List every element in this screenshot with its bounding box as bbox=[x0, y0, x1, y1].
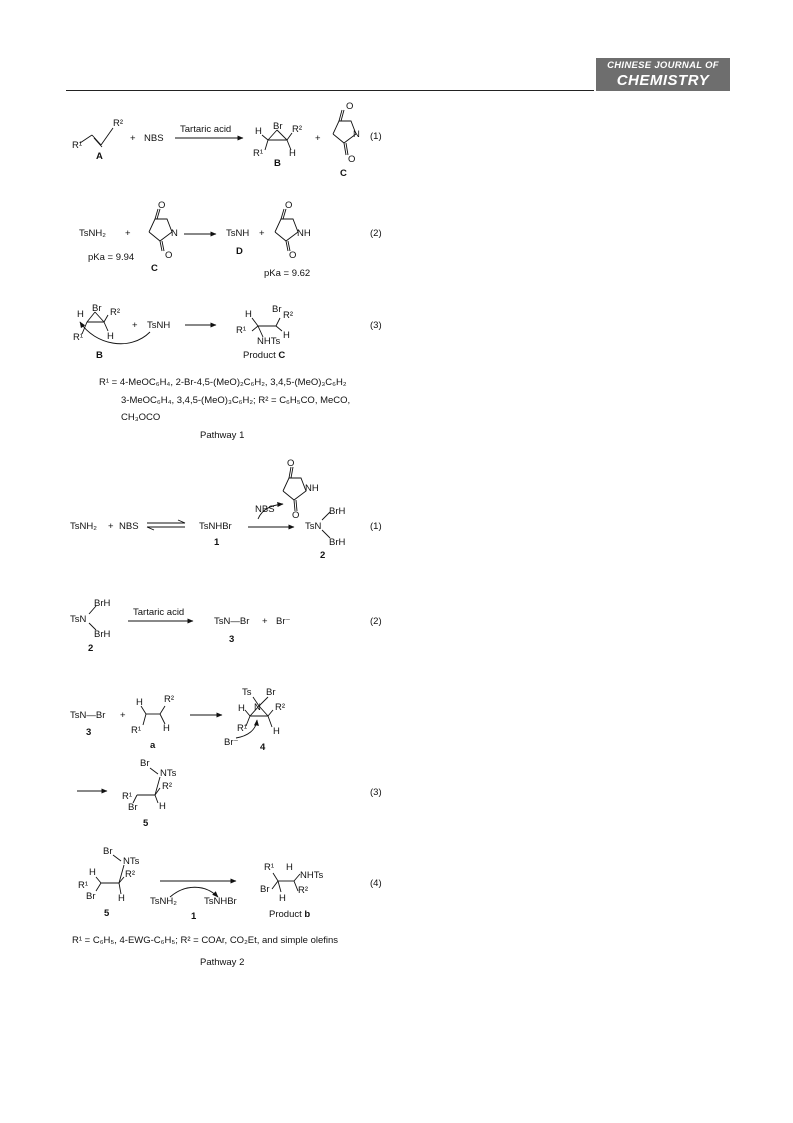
p1-eq1-label-c: C bbox=[340, 168, 347, 179]
p1-eq3-r1: R¹ bbox=[73, 332, 84, 343]
p2-eq2-brh2: BrH bbox=[94, 629, 111, 640]
p2-eq3a-olefin-r1: R¹ bbox=[131, 725, 142, 736]
p1-eq2-plus1: + bbox=[125, 228, 131, 239]
p2-eq3a-az-h2: H bbox=[273, 726, 280, 737]
p1-eq3-product-label bbox=[243, 350, 285, 361]
p1-eq3-product-bonds bbox=[252, 318, 282, 337]
p2-eq3a-reactant: TsN—Br bbox=[70, 710, 106, 721]
p2-eq3a-az-br: Br bbox=[266, 687, 276, 698]
p2-eq3a-label-3: 3 bbox=[86, 727, 92, 738]
p1-eq2-succ-o1: O bbox=[158, 200, 166, 211]
p2-eq1-succinimide-ring bbox=[283, 467, 306, 511]
p2-eq3b-br: Br bbox=[140, 758, 150, 769]
p2-eq3b-product-bonds bbox=[133, 768, 160, 803]
p2-eq4-prod-h2: H bbox=[279, 893, 286, 904]
p2-eq4-label-5: 5 bbox=[104, 908, 110, 919]
p2-eq3b-h: H bbox=[159, 801, 166, 812]
p2-eq4-prod-r2: R² bbox=[298, 885, 309, 896]
p2-eq3b-nts: NTs bbox=[160, 768, 177, 779]
p2-eq2-tsn: TsN bbox=[70, 614, 87, 625]
p1-eq3-prod-h: H bbox=[245, 309, 252, 320]
p1-eq1-inter-r2: R² bbox=[292, 124, 303, 135]
p2-eq2-arrow-label: Tartaric acid bbox=[133, 607, 185, 618]
p2-eq2-number: (2) bbox=[370, 616, 382, 627]
p1-substituents-line2: 3-MeOC₆H₄, 3,4,5-(MeO)₃C₆H₂; R² = C₆H₅CO, MeCO, bbox=[121, 395, 351, 406]
p2-eq4-label-1: 1 bbox=[191, 911, 197, 922]
p1-eq1-number: (1) bbox=[370, 131, 382, 142]
p1-eq3-nucleophile: TsNH bbox=[147, 320, 171, 331]
p1-eq2-label-c: C bbox=[151, 263, 158, 274]
p2-eq3b-number: (3) bbox=[370, 787, 382, 798]
p1-eq3-prod-r1: R¹ bbox=[236, 325, 247, 336]
p1-eq1-plus2: + bbox=[315, 133, 321, 144]
p1-eq1-label-a: A bbox=[96, 151, 103, 162]
p1-eq1-arrow-label: Tartaric acid bbox=[180, 124, 232, 135]
p1-eq2-succ2-nh: NH bbox=[297, 228, 311, 239]
p2-eq3b-r2: R² bbox=[162, 781, 173, 792]
p1-eq2-number: (2) bbox=[370, 228, 382, 239]
p1-eq1-inter-h2: H bbox=[289, 148, 296, 159]
p1-eq3-product-letter: C bbox=[278, 350, 286, 361]
p1-eq1-inter-r1: R¹ bbox=[253, 148, 264, 159]
p2-eq4-prod-r1: R¹ bbox=[264, 862, 275, 873]
p2-eq1-succ-o2: O bbox=[292, 510, 300, 521]
p2-substituents: R¹ = C₆H₅, 4-EWG-C₆H₅; R² = COAr, CO₂Et, and simple olefins bbox=[72, 935, 339, 946]
p2-eq3a-label-4: 4 bbox=[260, 742, 266, 753]
p1-eq3-product-word: Product bbox=[243, 350, 276, 361]
p2-eq4-r1: R¹ bbox=[78, 880, 89, 891]
p2-eq1-nbs: NBS bbox=[119, 521, 139, 532]
p2-eq4-product-letter: b bbox=[304, 909, 311, 920]
journal-logo-line1: CHINESE JOURNAL OF bbox=[607, 60, 719, 71]
p2-eq3a-olefin-r2: R² bbox=[164, 694, 175, 705]
p1-eq2-succ-o2: O bbox=[165, 250, 173, 261]
p2-eq1-prod-brh1: BrH bbox=[329, 506, 346, 517]
p1-caption: Pathway 1 bbox=[200, 430, 245, 441]
p2-eq4-h1: H bbox=[89, 867, 96, 878]
p1-eq1-succ-n: N bbox=[353, 129, 360, 140]
p1-eq2-succ-n: N bbox=[171, 228, 178, 239]
p2-eq4-number: (4) bbox=[370, 878, 382, 889]
p2-eq4-nts: NTs bbox=[123, 856, 140, 867]
p1-eq2-plus2: + bbox=[259, 228, 265, 239]
p1-eq1-plus1: + bbox=[130, 133, 136, 144]
p2-eq2-bromide: Br⁻ bbox=[276, 616, 291, 627]
p2-eq3b-r1: R¹ bbox=[122, 791, 133, 802]
p1-eq3-label-b: B bbox=[96, 350, 103, 361]
p1-eq3-r2: R² bbox=[110, 307, 121, 318]
p1-substituents-line3: CH₃OCO bbox=[121, 412, 161, 423]
p1-eq2-succinimide-ring bbox=[149, 209, 172, 251]
p2-eq4-prod-br: Br bbox=[260, 884, 270, 895]
p2-eq2-brh1: BrH bbox=[94, 598, 111, 609]
p2-eq4-prod-nhts: NHTs bbox=[300, 870, 324, 881]
p1-eq1-succ-o1: O bbox=[346, 101, 354, 112]
p1-eq2-succ2-o1: O bbox=[285, 200, 293, 211]
p2-eq3a-az-ts: Ts bbox=[242, 687, 252, 698]
p2-eq4-reactant-bonds bbox=[96, 855, 124, 894]
p2-eq3a-label-a: a bbox=[150, 740, 156, 751]
p1-substituents-line1: R¹ = 4-MeOC₆H₄, 2-Br-4,5-(MeO)₂C₆H₂, 3,4,5-(MeO)₃C₆H₂ bbox=[99, 377, 347, 388]
p2-eq4-br2: Br bbox=[86, 891, 96, 902]
p2-eq3a-olefin-h2: H bbox=[163, 723, 170, 734]
p2-eq3a-az-n: N bbox=[254, 702, 261, 713]
p2-eq2-reactant-bonds bbox=[89, 606, 96, 630]
p1-eq2-label-d: D bbox=[236, 246, 243, 257]
p2-eq1-plus: + bbox=[108, 521, 114, 532]
p1-eq1-r1: R¹ bbox=[72, 140, 83, 151]
p1-eq2-succinimide2-ring bbox=[275, 209, 298, 251]
p1-eq3-prod-h2: H bbox=[283, 330, 290, 341]
p1-eq2-pka2: pKa = 9.62 bbox=[264, 268, 311, 279]
p1-eq1-olefin-bonds bbox=[80, 128, 113, 147]
p1-eq3-h: H bbox=[77, 309, 84, 320]
p1-eq1-bromonium-bonds bbox=[262, 130, 292, 150]
p2-eq3b-label-5: 5 bbox=[143, 818, 149, 829]
p1-eq3-prod-br: Br bbox=[272, 304, 282, 315]
p2-eq1-number: (1) bbox=[370, 521, 382, 532]
p1-eq3-prod-r2: R² bbox=[283, 310, 294, 321]
p2-eq4-r2: R² bbox=[125, 869, 136, 880]
p1-eq1-inter-h: H bbox=[255, 126, 262, 137]
p1-eq1-nbs: NBS bbox=[144, 133, 164, 144]
p2-eq4-prod-h: H bbox=[286, 862, 293, 873]
p1-eq1-label-b: B bbox=[274, 158, 281, 169]
p1-eq1-succ-o2: O bbox=[348, 154, 356, 165]
p2-eq1-prod-brh2: BrH bbox=[329, 537, 346, 548]
p2-eq3a-az-r2: R² bbox=[275, 702, 286, 713]
p2-eq2-plus: + bbox=[262, 616, 268, 627]
p2-caption: Pathway 2 bbox=[200, 957, 245, 968]
p1-eq2-succ2-o2: O bbox=[289, 250, 297, 261]
p1-eq3-plus: + bbox=[132, 320, 138, 331]
p2-eq4-product-word: Product bbox=[269, 909, 302, 920]
p2-eq3a-olefin-bonds bbox=[141, 706, 165, 725]
p2-eq1-label-1: 1 bbox=[214, 537, 220, 548]
p1-eq2-product: TsNH bbox=[226, 228, 250, 239]
p2-eq1-label-2: 2 bbox=[320, 550, 326, 561]
p2-eq1-product: TsNHBr bbox=[199, 521, 232, 532]
p1-eq2-reactant: TsNH₂ bbox=[79, 228, 106, 239]
p2-eq2-label-3: 3 bbox=[229, 634, 235, 645]
p2-eq4-reagent-in: TsNH₂ bbox=[150, 896, 177, 907]
p2-eq2-product: TsN—Br bbox=[214, 616, 250, 627]
p2-eq3a-az-bromide: Br⁻ bbox=[224, 737, 239, 748]
p2-eq1-arrow-label: NBS bbox=[255, 504, 275, 515]
p2-eq4-h2: H bbox=[118, 893, 125, 904]
p2-eq3b-br2: Br bbox=[128, 802, 138, 813]
p2-eq1-succ-o1: O bbox=[287, 458, 295, 469]
p1-eq3-number: (3) bbox=[370, 320, 382, 331]
p2-eq3a-az-h: H bbox=[238, 703, 245, 714]
p2-eq1-prod-tsn: TsN bbox=[305, 521, 322, 532]
p2-eq4-product-bonds bbox=[272, 873, 300, 892]
p2-eq4-br: Br bbox=[103, 846, 113, 857]
p1-eq1-r2: R² bbox=[113, 118, 124, 129]
p2-eq1-equilibrium-arrows bbox=[147, 520, 185, 530]
p2-eq3a-az-r1: R¹ bbox=[237, 723, 248, 734]
p2-eq4-reagent-out: TsNHBr bbox=[204, 896, 237, 907]
p1-eq2-pka1: pKa = 9.94 bbox=[88, 252, 135, 263]
p1-eq3-prod-nhts: NHTs bbox=[257, 336, 281, 347]
p2-eq4-product-label bbox=[269, 909, 310, 920]
p1-eq1-inter-br: Br bbox=[273, 121, 283, 132]
p2-eq1-reactant: TsNH₂ bbox=[70, 521, 97, 532]
journal-logo-line2: CHEMISTRY bbox=[616, 72, 710, 89]
p1-eq3-curved-arrow bbox=[80, 322, 150, 344]
p1-eq3-h2: H bbox=[107, 331, 114, 342]
p2-eq1-succ-nh: NH bbox=[305, 483, 319, 494]
p2-eq3a-plus: + bbox=[120, 710, 126, 721]
p1-eq3-bromonium-bonds bbox=[82, 312, 108, 334]
p2-eq2-label-2: 2 bbox=[88, 643, 94, 654]
p2-eq3a-olefin-h1: H bbox=[136, 697, 143, 708]
p1-eq3-br: Br bbox=[92, 303, 102, 314]
